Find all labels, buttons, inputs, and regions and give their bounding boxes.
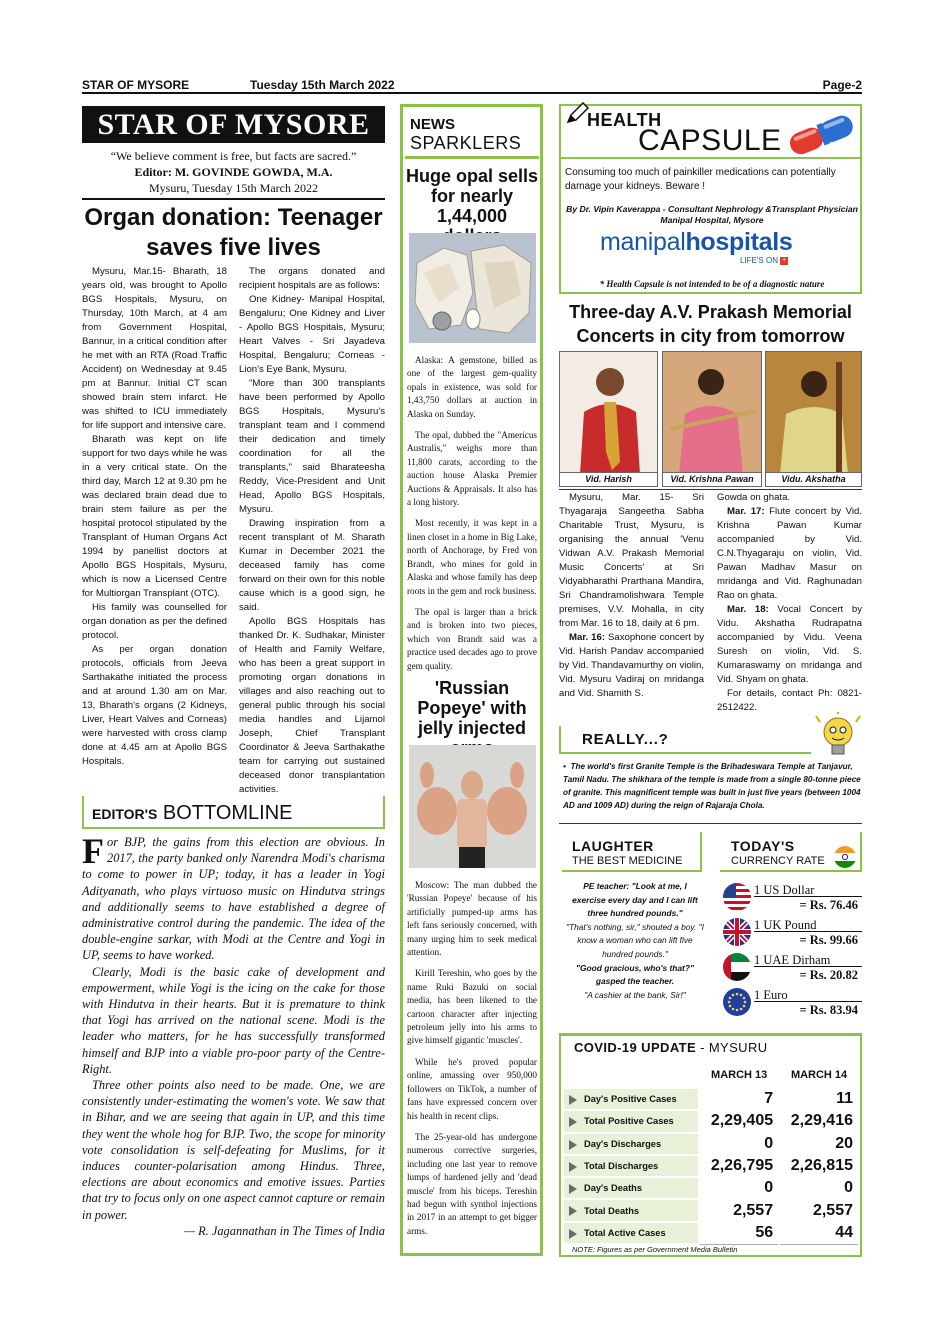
covid-row-label: Total Discharges [563, 1155, 699, 1177]
currency-row-eur [720, 985, 862, 1019]
covid-value: 0 [779, 1177, 859, 1199]
health-disclaimer: * Health Capsule is not intended to be of a diagnostic nature [599, 279, 825, 289]
manipal-logo: manipalhospitals [600, 228, 793, 256]
concert-contact: For details, contact Ph: 0821-2512422. [717, 688, 862, 713]
opal-illustration [409, 233, 536, 343]
caption-harish: Vid. Harish [559, 473, 658, 487]
organ-paragraph: As per organ donation protocols, officials from Jeeva Sarthakathe initiated the process and at around 1.30 am on Mar. 13, Bharath's organs (2 Kidneys, Liver, Heart Valves and Corneas) were harvested with cross clamp done at 4.45 am at Apollo BGS Hospitals. [82, 644, 227, 767]
covid-value: 2,29,405 [699, 1110, 779, 1132]
covid-value: 44 [779, 1222, 859, 1244]
covid-value: 11 [779, 1088, 859, 1110]
covid-value: 2,557 [699, 1199, 779, 1221]
currency-row-usd [720, 880, 862, 914]
photo-krishna-pawan [662, 351, 762, 473]
popeye-paragraph: While he's proved popular online, amassing over 950,000 followers on TikTok, a number of fans have expressed concern over his health in recent clips. [407, 1056, 537, 1121]
concert-paragraph: Mar. 17: Flute concert by Vid. Krishna Pawan Kumar accompanied by Vid. C.N.Thyagaraju on violin, Vid. Pawan Madhav Masur on mridanga and Vid. Raghunadan Rao on ghata. [717, 506, 862, 601]
divider [754, 931, 862, 932]
popeye-paragraph: The 25-year-old has undergone numerous corrective surgeries, including one last year to remove lumps of hardened jelly and 'dead muscle' from his biceps. Tereshin had begun with synthol injections in 2017 in an attempt to get bigger arms. [407, 1131, 537, 1236]
covid-value: 56 [699, 1222, 779, 1244]
concert-headline: Three-day A.V. Prakash Memorial Concerts in city from tomorrow [569, 302, 852, 346]
header-page-number: Page-2 [822, 78, 862, 92]
currency-name: 1 Euro [754, 988, 788, 1002]
plus-icon: + [782, 256, 787, 264]
lightbulb-icon [814, 712, 862, 765]
concert-paragraph: Gowda on ghata. [717, 492, 791, 503]
opal-paragraph: Alaska: A gemstone, billed as one of the largest gem-quality opals in existence, was sold for 1,43,750 dollars at auction in Alaska on Sunday. [407, 355, 537, 419]
organ-headline: Organ donation: Teenager saves five lives [84, 204, 383, 261]
divider [405, 156, 539, 159]
us-flag-icon [723, 883, 751, 911]
concert-paragraph: Mysuru, Mar. 15- Sri Thyagaraja Sangeetha Sabha Charitable Trust, Mysuru, is organising the annual 'Venu Vidwan A.V. Prakash Memorial Music Concerts' at Sri Vidyabharathi Prarthana Mandira, Sri Chandramolishwara Temple premises, V.V. Mohalla, in city from Mar. 16 to 18, daily at 6 pm. [559, 492, 704, 629]
header-date: Tuesday 15th March 2022 [250, 78, 395, 92]
divider [754, 966, 862, 967]
organ-paragraph: "More than 300 transplants have been performed by Apollo BGS Hospitals, Mysuru's transplant team and I commend their dedication and timely coordination for all the transplants," said Bharateesha Reddy, Vice-President and Unit Head, Apollo BGS Hospitals, Mysuru. [239, 378, 385, 515]
divider [754, 896, 862, 897]
covid-value: 2,26,795 [699, 1155, 779, 1177]
concert-paragraph: Mar. 18: Vocal Concert by Vidu. Akshatha Rudrapatna accompanied by Vidu. Veena Suresh on violin, Vid. S. Kumaraswamy on mridanga and Vid. Shyam on ghata. [717, 604, 862, 685]
currency-row-gbp [720, 915, 862, 949]
editorial-paragraph: Clearly, Modi is the basic cake of development and empowerment, while Yogi is the icing on the cake for those with Hindutva in their hearts. But it is premature to think that Yogi has arrived on the national scene. Modi is the leader who matters, for he has successfully transformed himself and BJP into a viable pro-poor party of the Centre-Right. [82, 964, 385, 1076]
joke-line: "Good gracious, who's that?" gasped the teacher. [576, 962, 694, 987]
concert-paragraph: Mar. 16: Saxophone concert by Vid. Harish Pandav accompanied by Vid. Thandavamurthy on violin, Vid. Mysuru Vadiraj on mridanga and Vid. Shamith S. [559, 632, 704, 699]
masthead-dateline: Mysuru, Tuesday 15th March 2022 [148, 181, 318, 195]
editorial-paragraph: Three other points also need to be made. One, we are consistently under-estimating the women's vote. We saw that in Bihar, and we are seeing that again in UP, and this time they went the whole hog for BJP. Two, the scope for minority vote consolidation is self-defeating for Muslims, for it induces counter-polarisation among Hindus. Three, elections are about economics and emotive issues. Parties that try to focus only on one aspect cannot capture or remain in power. [82, 1078, 385, 1222]
popeye-headline: 'Russian Popeye' with jelly injected [417, 678, 527, 738]
covid-heading: COVID-19 UPDATE - MYSURU [574, 1040, 768, 1055]
covid-value: 2,557 [779, 1199, 859, 1221]
opal-paragraph: The opal, dubbed the "Americus Australis," weighs more than 11,800 carats, according to the auction house Alaska Premier Auctions & Appraisals. It also has a long history. [407, 430, 537, 508]
currency-rate: = Rs. 20.82 [799, 968, 858, 982]
news-sparklers-heading: NEWS SPARKLERS [410, 116, 522, 153]
divider [561, 157, 860, 159]
currency-rate: = Rs. 83.94 [799, 1003, 858, 1017]
india-flag-icon [833, 845, 857, 874]
really-text: • The world's first Granite Temple is the Brihadeswara Temple at Tanjavur, Tamil Nadu. The shikhara of the temple is made from a single 80-tonne piece of granite. This magnificent temple was built in just five years (between 1004 AD and 1009 AD) during the reign of Rajaraja Chola. [563, 762, 861, 810]
concert-column-2 [717, 491, 862, 715]
health-doctor-hospital: Manipal Hospital, Mysore [660, 215, 764, 225]
editorial-header-box [82, 796, 385, 829]
laughter-joke [566, 880, 704, 1002]
caption-akshatha: Vidu. Akshatha [765, 473, 862, 487]
organ-column-1 [82, 265, 227, 769]
currency-rate: = Rs. 99.66 [799, 933, 858, 947]
opal-story [407, 354, 537, 681]
organ-paragraph: Apollo BGS Hospitals has thanked Dr. K. Sudhakar, Minister of Health and Family Welfare, who has been a great support in promoting organ donations in villages and also reaching out to general public through his social media handles and Lijamol Joseph, Chief Transplant Coordinator & Jeeva Sarthakathe team for carrying out sustained deceased donor transplantation activities. [239, 616, 385, 795]
page-header [82, 76, 862, 94]
divider [559, 489, 862, 490]
currency-subheading: CURRENCY RATE [731, 855, 825, 867]
currency-heading: TODAY'S [731, 838, 795, 854]
editorial-title: EDITOR'S BOTTOMLINE [92, 802, 293, 824]
laughter-subheading: THE BEST MEDICINE [572, 855, 683, 867]
covid-value: 0 [699, 1177, 779, 1199]
covid-col-march-14: MARCH 14 [779, 1061, 859, 1088]
organ-paragraph: His family was counselled for organ donation as per the defined protocol. [82, 602, 227, 641]
currency-name: 1 UK Pound [754, 918, 817, 932]
currency-rate: = Rs. 76.46 [799, 898, 858, 912]
covid-row-label: Day's Deaths [563, 1177, 699, 1199]
organ-paragraph: One Kidney- Manipal Hospital, Bengaluru; One Kidney and Liver - Apollo BGS Hospitals, Mysuru; Heart Valves - Sri Jayadeva Hospital, Bengaluru; Corneas - Lion's Eye Bank, Mysuru. [239, 294, 385, 375]
drop-cap: F [82, 831, 104, 871]
photo-harish [559, 351, 658, 473]
organ-paragraph: Mysuru, Mar.15- Bharath, 18 years old, was brought to Apollo BGS Hospitals, Mysuru, on Thursday, 10th March, at 4 am from Government Hospital, Bannur, in a critical condition after he met with an RTA (Road Traffic Accident) on Wednesday at 9.45 pm at Bannur. Initial CT scan showed brain stem infarct. He was shifted to ICU immediately for life support and intensive care. [82, 266, 227, 431]
covid-table [562, 1060, 860, 1245]
organ-paragraph: Drawing inspiration from a recent transplant of M. Sharath Kumar in December 2021 the deceased family has come forward on their own for this noble cause which is a good sign, he said. [239, 518, 385, 613]
table-row [563, 1133, 859, 1155]
popeye-photo [409, 745, 536, 868]
masthead-logo: STAR OF MYSORE [82, 106, 385, 143]
covid-value: 2,26,815 [779, 1155, 859, 1177]
table-row [563, 1110, 859, 1132]
table-row [563, 1155, 859, 1177]
popeye-illustration [409, 745, 536, 868]
health-doctor-name: By Dr. Vipin Kaverappa - Consultant Nephrology &Transplant Physician [566, 204, 858, 214]
really-heading: REALLY...? [582, 731, 669, 748]
table-row [563, 1199, 859, 1221]
health-heading: HEALTH [587, 110, 662, 130]
table-row [563, 1222, 859, 1244]
uk-flag-icon [723, 918, 751, 946]
organ-paragraph: The organs donated and recipient hospitals are as follows: [239, 266, 385, 291]
editorial-body [82, 831, 385, 1239]
laughter-heading: LAUGHTER [572, 838, 654, 854]
uae-flag-icon [723, 953, 751, 981]
covid-value: 0 [699, 1133, 779, 1155]
covid-row-label: Day's Positive Cases [563, 1088, 699, 1110]
covid-note: NOTE: Figures as per Government Media Bulletin [572, 1245, 738, 1254]
health-doctor [565, 204, 859, 226]
divider [754, 1001, 862, 1002]
opal-paragraph: Most recently, it was kept in a linen closet in a home in Big Lake, north of Anchorage, by Fred von Brandt, who mines for gold in Alaska and whose family has deep roots in the gem and rock business. [407, 518, 537, 596]
covid-value: 2,29,416 [779, 1110, 859, 1132]
editorial-paragraph: or BJP, the gains from this election are obvious. In 2017, the party banked only Narendra Modi's charisma to come to power in UP; today, it has a leader in Yogi Adityanath, who plays virtuoso music on Hindutva strings and additionally seems to have established a degree of administrative control during the pandemic. The idea of the double-engine sarkar, with Modi at the Centre and Yogi in UP, seems to have worked. [82, 835, 385, 963]
photo-akshatha [765, 351, 862, 473]
table-row [563, 1177, 859, 1199]
header-paper-name: STAR OF MYSORE [82, 78, 190, 92]
joke-line: PE teacher: "Look at me, I exercise every day and I can lift three hundred pounds." [572, 881, 698, 919]
organ-column-2 [239, 265, 385, 797]
divider [82, 198, 385, 200]
covid-value: 20 [779, 1133, 859, 1155]
popeye-paragraph: Moscow: The man dubbed the 'Russian Popeye' because of his artificially pumped-up arms has left fans seriously concerned, with many urging him to seek medical attention. [407, 880, 537, 958]
popeye-story [407, 879, 537, 1246]
bullet-icon: • [563, 762, 566, 771]
masthead-tagline-block [82, 148, 385, 196]
covid-table-header [563, 1061, 859, 1088]
concert-column-1 [559, 491, 704, 701]
covid-row-label: Total Deaths [563, 1199, 699, 1221]
covid-col-march-13: MARCH 13 [699, 1061, 779, 1088]
opal-headline: Huge opal sells for nearly 1,44,000 [405, 166, 539, 226]
currency-name: 1 US Dollar [754, 883, 815, 897]
currency-row-aed [720, 950, 862, 984]
health-heading-2: CAPSULE [638, 124, 782, 157]
health-text: Consuming too much of painkiller medications can potentially damage your kidneys. Beware ! [565, 167, 836, 192]
joke-line: "That's nothing, sir," shouted a boy. "I know a woman who can lift five hundred pounds." [566, 921, 704, 959]
covid-value: 7 [699, 1088, 779, 1110]
masthead-editor: Editor: M. GOVINDE GOWDA, M.A. [134, 165, 333, 179]
organ-paragraph: Bharath was kept on life support for two days while he was in a very critical state. On the third day, March 12 at 9.30 pm he was declared brain dead due to brain stem failure as per the hospital protocol stipulated by the Transplant of Human Organs Act 1994 by panellist doctors at Apollo BGS Hospitals, Mysuru, which is now a Licensed Centre for Multiorgan Transplant (OTC). [82, 434, 227, 599]
opal-paragraph: The opal is larger than a brick and is broken into two pieces, which von Brandt said was a practice used decades ago to prove gem quality. [407, 606, 537, 671]
covid-row-label: Total Positive Cases [563, 1110, 699, 1132]
table-row [563, 1088, 859, 1110]
editorial-credit: — R. Jagannathan in The Times of India [183, 1223, 385, 1238]
caption-krishna-pawan: Vid. Krishna Pawan [662, 473, 762, 487]
currency-name: 1 UAE Dirham [754, 953, 831, 967]
covid-row-label: Total Active Cases [563, 1222, 699, 1244]
covid-row-label: Day's Discharges [563, 1133, 699, 1155]
manipal-logo-sub: LIFE'S ON + [740, 256, 787, 265]
joke-line: "A cashier at the bank, Sir!" [584, 989, 686, 1000]
masthead-tagline: “We believe comment is free, but facts are sacred.” [110, 149, 357, 163]
eu-flag-icon [723, 988, 751, 1016]
popeye-paragraph: Kirill Tereshin, who goes by the name Ruki Bazuki on social media, has been likened to the cartoon character after injecting petroleum jelly into his arms to give himself gigantic 'muscles'. [407, 968, 537, 1046]
opal-photo [409, 233, 536, 343]
divider [559, 823, 862, 824]
capsule-icon [780, 110, 862, 163]
